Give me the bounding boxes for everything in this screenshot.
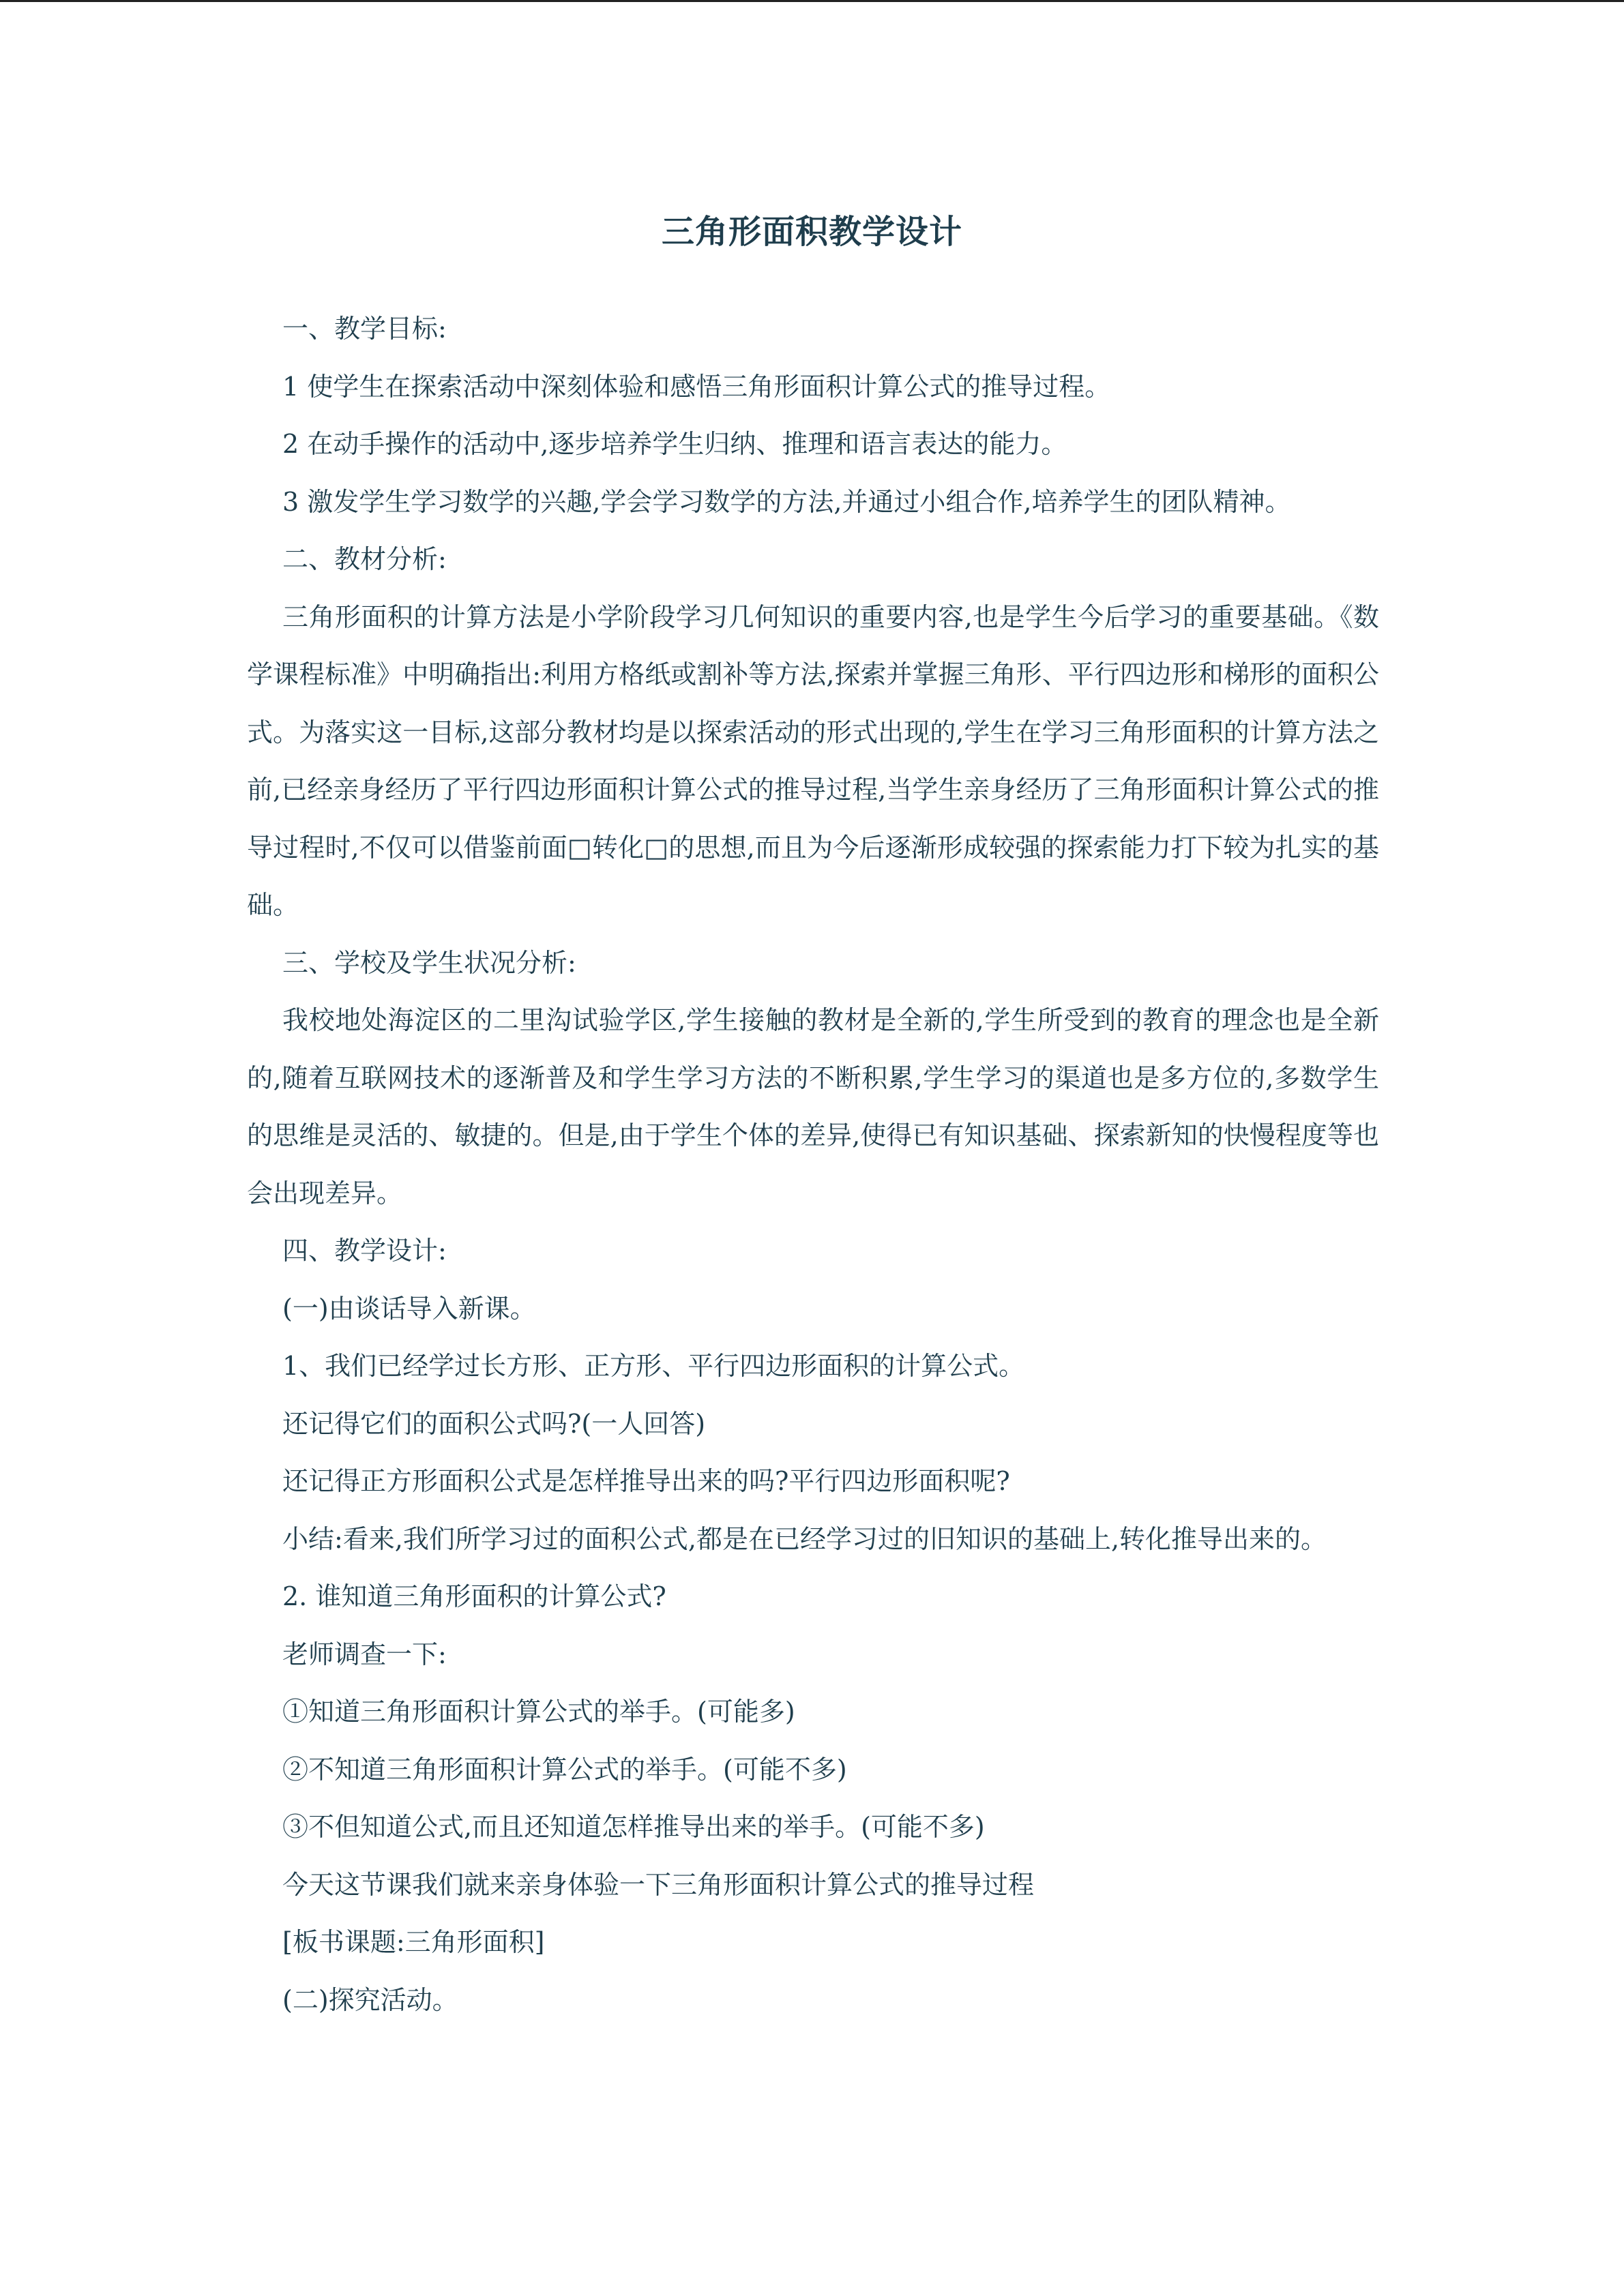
- subsection-heading-intro: (一)由谈话导入新课。: [282, 1293, 536, 1324]
- intro-item-1: 1、我们已经学过长方形、正方形、平行四边形面积的计算公式。: [282, 1351, 1025, 1381]
- section-heading-objectives: 一、教学目标:: [282, 314, 447, 344]
- document-body: [247, 300, 1379, 2029]
- student-analysis-paragraph: 我校地处海淀区的二里沟试验学区,学生接触的教材是全新的,学生所受到的教育的理念也是全新的,随着互联网技术的逐渐普及和学生学习方法的不断积累,学生学习的渠道也是多方位的,多数学生的思维是灵活的、敏捷的。但是,由于学生个体的差异,使得已有知识基础、探索新知的快慢程度等也会出现差异。: [247, 1005, 1379, 1208]
- intro-question-1: 还记得它们的面积公式吗?(一人回答): [282, 1408, 706, 1439]
- objective-item-3: 3 激发学生学习数学的兴趣,学会学习数学的方法,并通过小组合作,培养学生的团队精神。: [282, 486, 1291, 517]
- subsection-heading-exploration: (二)探究活动。: [282, 1984, 458, 2015]
- survey-option-1: ①知道三角形面积计算公式的举手。(可能多): [282, 1697, 795, 1727]
- section-heading-material-analysis: 二、教材分析:: [282, 544, 447, 574]
- section-heading-teaching-design: 四、教学设计:: [282, 1236, 447, 1266]
- material-analysis-paragraph: 三角形面积的计算方法是小学阶段学习几何知识的重要内容,也是学生今后学习的重要基础。《数学课程标准》中明确指出:利用方格纸或割补等方法,探索并掌握三角形、平行四边形和梯形的面积公式。为落实这一目标,这部分教材均是以探索活动的形式出现的,学生在学习三角形面积的计算方法之前,已经亲身经历了平行四边形面积计算公式的推导过程,当学生亲身经历了三角形面积计算公式的推导过程时,不仅可以借鉴前面□转化□的思想,而且为今后逐渐形成较强的探索能力打下较为扎实的基础。: [247, 601, 1379, 920]
- survey-option-3: ③不但知道公式,而且还知道怎样推导出来的举手。(可能不多): [282, 1812, 985, 1842]
- board-title-note: [板书课题:三角形面积]: [282, 1927, 545, 1957]
- intro-question-2: 还记得正方形面积公式是怎样推导出来的吗?平行四边形面积呢?: [282, 1466, 1010, 1496]
- document-title: 三角形面积教学设计: [661, 213, 962, 251]
- survey-heading: 老师调查一下:: [282, 1639, 447, 1669]
- intro-summary: 小结:看来,我们所学习过的面积公式,都是在已经学习过的旧知识的基础上,转化推导出来的。: [282, 1523, 1327, 1554]
- intro-item-2: 2. 谁知道三角形面积的计算公式?: [282, 1581, 666, 1611]
- section-heading-student-analysis: 三、学校及学生状况分析:: [282, 947, 576, 978]
- objective-item-2: 2 在动手操作的活动中,逐步培养学生归纳、推理和语言表达的能力。: [282, 429, 1067, 459]
- objective-item-1: 1 使学生在探索活动中深刻体验和感悟三角形面积计算公式的推导过程。: [282, 371, 1111, 402]
- lesson-intro-statement: 今天这节课我们就来亲身体验一下三角形面积计算公式的推导过程: [282, 1869, 1035, 1900]
- survey-option-2: ②不知道三角形面积计算公式的举手。(可能不多): [282, 1754, 847, 1785]
